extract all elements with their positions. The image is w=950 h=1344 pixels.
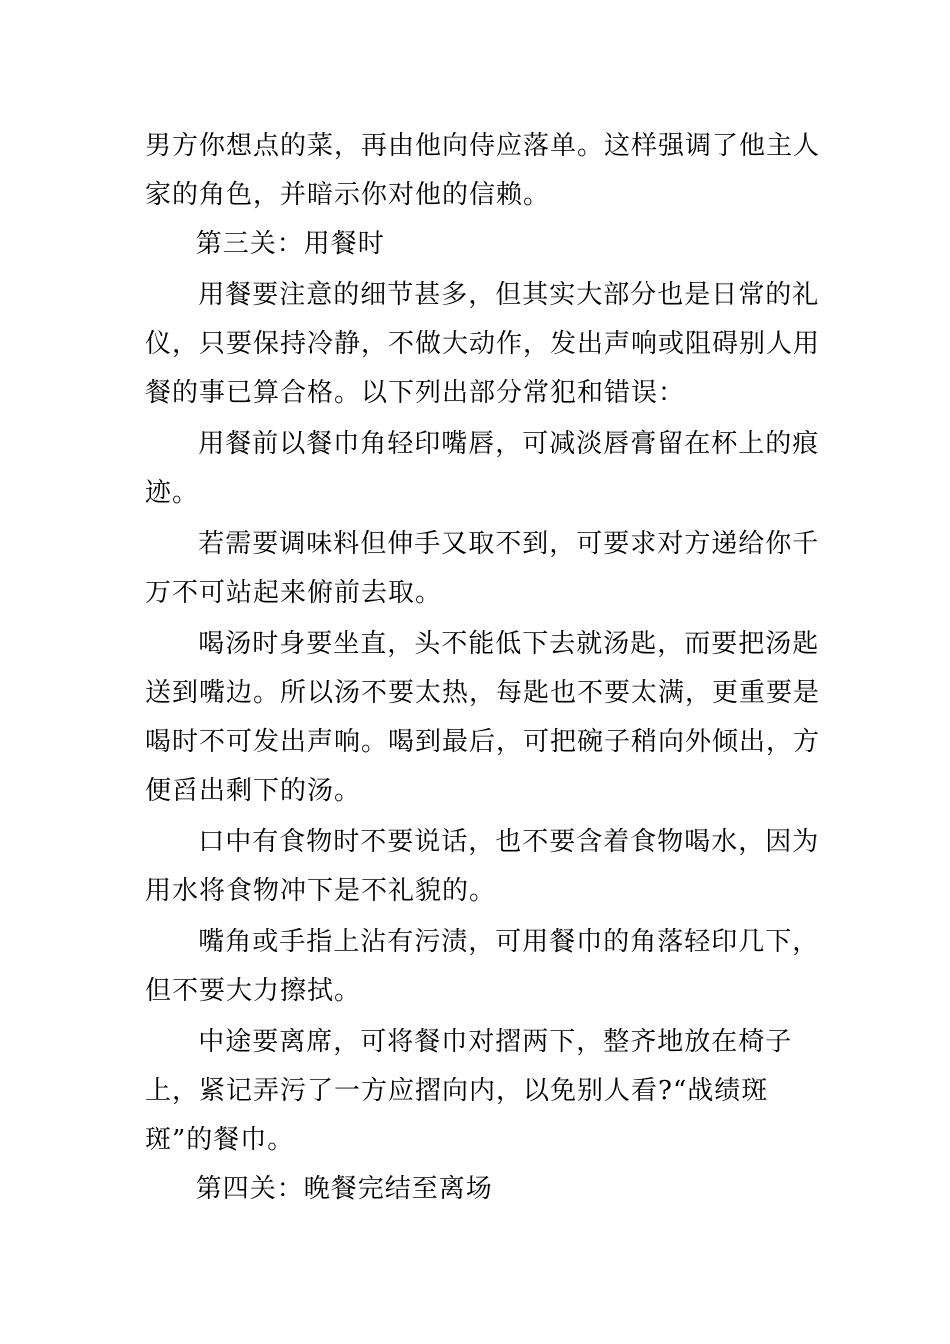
paragraph: 中途要离席，可将餐巾对摺两下，整齐地放在椅子上，紧记弄污了一方应摺向内，以免别人看?“战绩斑斑”的餐巾。 bbox=[145, 1027, 793, 1155]
paragraph: 用餐要注意的细节甚多，但其实大部分也是日常的礼仪，只要保持冷静，不做大动作，发出声响或阻碍别人用餐的事已算合格。以下列出部分常犯和错误： bbox=[145, 280, 821, 408]
continuation-paragraph: 男方你想点的菜，再由他向侍应落单。这样强调了他主人家的角色，并暗示你对他的信赖。 bbox=[145, 131, 821, 210]
section-heading-4: 第四关：晚餐完结至离场 bbox=[195, 1174, 493, 1204]
paragraph: 嘴角或手指上沾有污渍，可用餐巾的角落轻印几下，但不要大力擦拭。 bbox=[145, 927, 820, 1006]
document-body bbox=[145, 122, 825, 1214]
section-heading-3: 第三关：用餐时 bbox=[195, 229, 385, 259]
paragraph: 用餐前以餐巾角轻印嘴唇，可减淡唇膏留在杯上的痕迹。 bbox=[145, 429, 820, 508]
paragraph: 若需要调味料但伸手又取不到，可要求对方递给你千万不可站起来俯前去取。 bbox=[145, 529, 820, 608]
paragraph: 口中有食物时不要说话，也不要含着食物喝水，因为用水将食物冲下是不礼貌的。 bbox=[145, 827, 820, 906]
paragraph: 喝汤时身要坐直，头不能低下去就汤匙，而要把汤匙送到嘴边。所以汤不要太热，每匙也不要太满，更重要是喝时不可发出声响。喝到最后，可把碗子稍向外倾出，方便舀出剩下的汤。 bbox=[145, 629, 821, 806]
